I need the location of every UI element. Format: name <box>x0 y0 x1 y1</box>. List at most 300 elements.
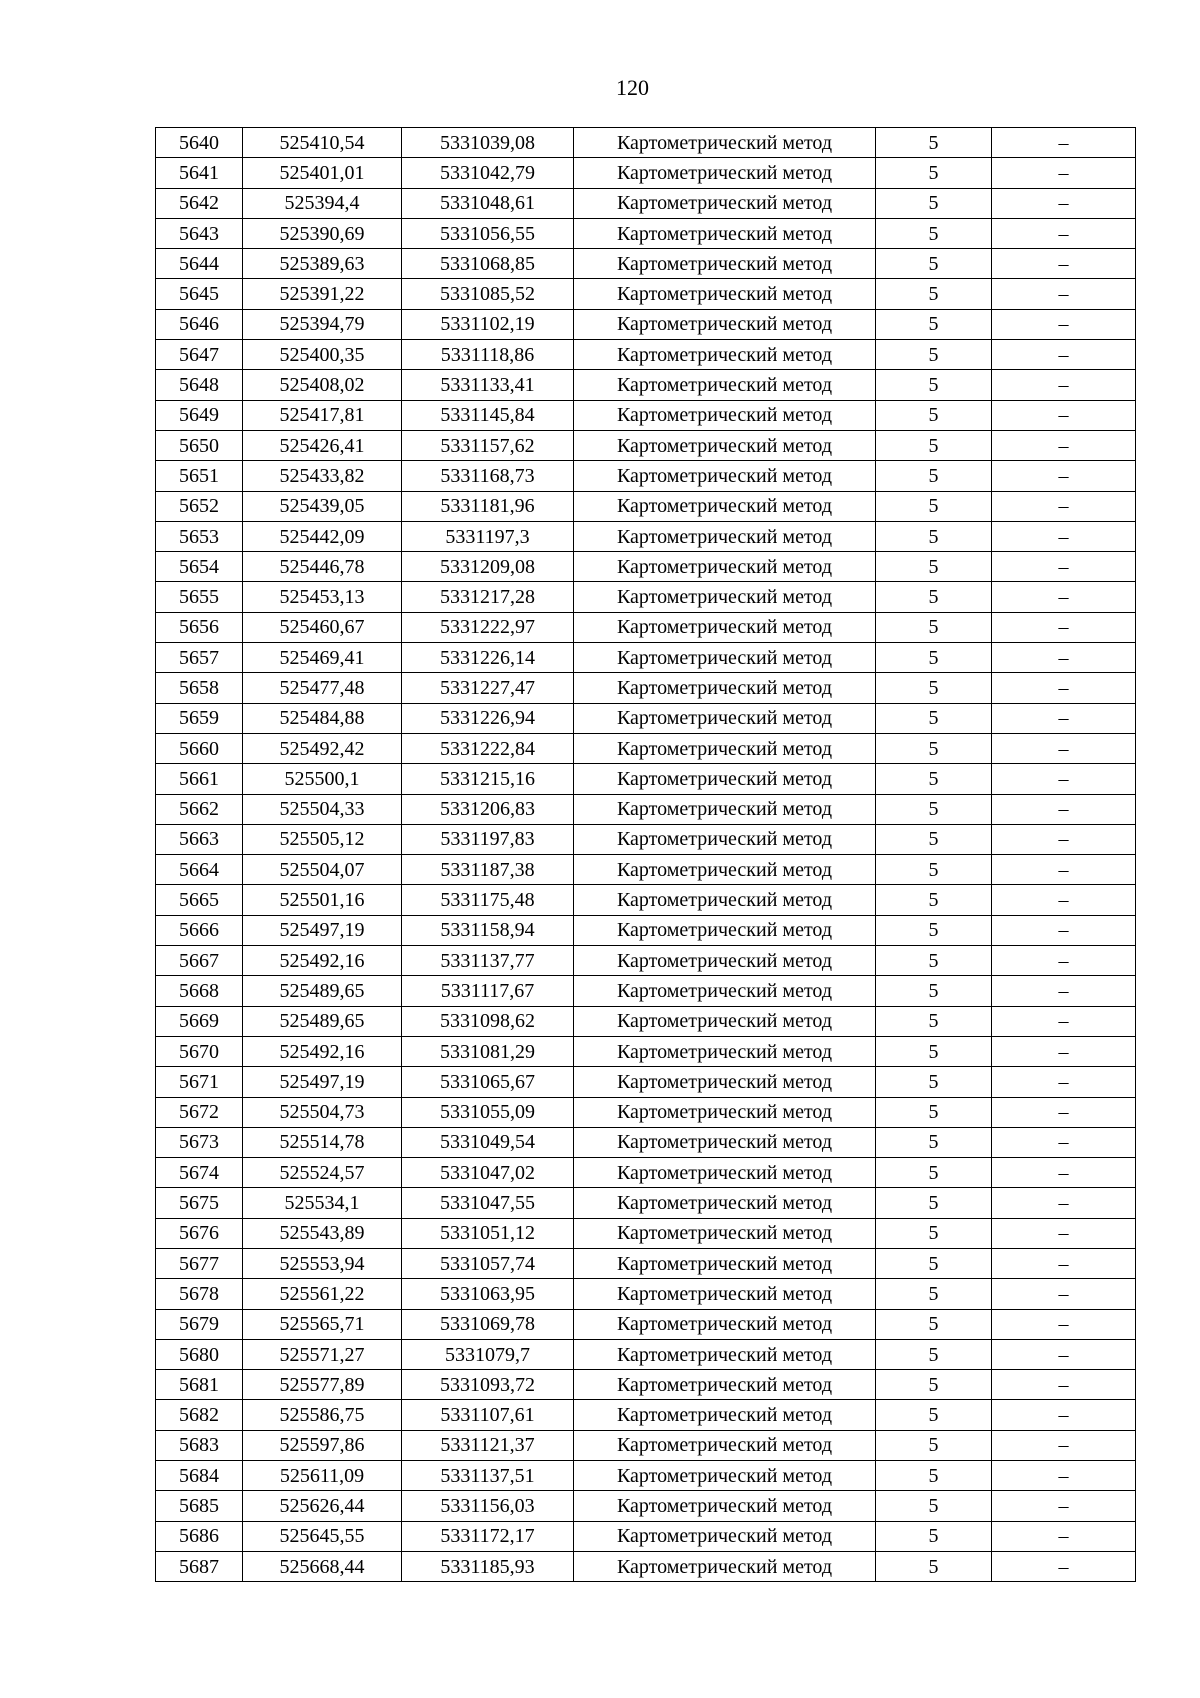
accuracy-cell: 5 <box>876 885 992 915</box>
point-number-cell: 5643 <box>156 218 243 248</box>
point-number-cell: 5684 <box>156 1461 243 1491</box>
y-coordinate-cell: 5331051,12 <box>402 1218 574 1248</box>
dash-cell: – <box>992 582 1136 612</box>
accuracy-cell: 5 <box>876 1158 992 1188</box>
y-coordinate-cell: 5331049,54 <box>402 1127 574 1157</box>
accuracy-cell: 5 <box>876 612 992 642</box>
accuracy-cell: 5 <box>876 430 992 460</box>
x-coordinate-cell: 525597,86 <box>243 1430 402 1460</box>
method-cell: Картометрический метод <box>574 612 876 642</box>
table-row <box>156 1370 1136 1400</box>
method-cell: Картометрический метод <box>574 249 876 279</box>
method-cell: Картометрический метод <box>574 1036 876 1066</box>
accuracy-cell: 5 <box>876 946 992 976</box>
dash-cell: – <box>992 1461 1136 1491</box>
method-cell: Картометрический метод <box>574 552 876 582</box>
table-row <box>156 1430 1136 1460</box>
x-coordinate-cell: 525446,78 <box>243 552 402 582</box>
accuracy-cell: 5 <box>876 491 992 521</box>
dash-cell: – <box>992 1551 1136 1581</box>
dash-cell: – <box>992 824 1136 854</box>
method-cell: Картометрический метод <box>574 1248 876 1278</box>
accuracy-cell: 5 <box>876 552 992 582</box>
method-cell: Картометрический метод <box>574 1067 876 1097</box>
dash-cell: – <box>992 673 1136 703</box>
method-cell: Картометрический метод <box>574 309 876 339</box>
dash-cell: – <box>992 976 1136 1006</box>
method-cell: Картометрический метод <box>574 340 876 370</box>
accuracy-cell: 5 <box>876 158 992 188</box>
point-number-cell: 5640 <box>156 128 243 158</box>
table-row <box>156 279 1136 309</box>
y-coordinate-cell: 5331081,29 <box>402 1036 574 1066</box>
method-cell: Картометрический метод <box>574 370 876 400</box>
dash-cell: – <box>992 1218 1136 1248</box>
point-number-cell: 5652 <box>156 491 243 521</box>
point-number-cell: 5659 <box>156 703 243 733</box>
accuracy-cell: 5 <box>876 582 992 612</box>
table-row <box>156 915 1136 945</box>
x-coordinate-cell: 525484,88 <box>243 703 402 733</box>
y-coordinate-cell: 5331137,77 <box>402 946 574 976</box>
y-coordinate-cell: 5331215,16 <box>402 764 574 794</box>
method-cell: Картометрический метод <box>574 643 876 673</box>
method-cell: Картометрический метод <box>574 946 876 976</box>
accuracy-cell: 5 <box>876 1339 992 1369</box>
method-cell: Картометрический метод <box>574 733 876 763</box>
method-cell: Картометрический метод <box>574 1491 876 1521</box>
dash-cell: – <box>992 400 1136 430</box>
accuracy-cell: 5 <box>876 461 992 491</box>
dash-cell: – <box>992 764 1136 794</box>
point-number-cell: 5680 <box>156 1339 243 1369</box>
accuracy-cell: 5 <box>876 218 992 248</box>
accuracy-cell: 5 <box>876 703 992 733</box>
y-coordinate-cell: 5331145,84 <box>402 400 574 430</box>
accuracy-cell: 5 <box>876 1491 992 1521</box>
y-coordinate-cell: 5331047,02 <box>402 1158 574 1188</box>
table-row <box>156 1248 1136 1278</box>
table-row <box>156 764 1136 794</box>
point-number-cell: 5669 <box>156 1006 243 1036</box>
point-number-cell: 5656 <box>156 612 243 642</box>
accuracy-cell: 5 <box>876 1430 992 1460</box>
accuracy-cell: 5 <box>876 249 992 279</box>
method-cell: Картометрический метод <box>574 824 876 854</box>
accuracy-cell: 5 <box>876 1067 992 1097</box>
dash-cell: – <box>992 1158 1136 1188</box>
table-row <box>156 188 1136 218</box>
dash-cell: – <box>992 946 1136 976</box>
method-cell: Картометрический метод <box>574 1370 876 1400</box>
y-coordinate-cell: 5331068,85 <box>402 249 574 279</box>
point-number-cell: 5687 <box>156 1551 243 1581</box>
x-coordinate-cell: 525543,89 <box>243 1218 402 1248</box>
x-coordinate-cell: 525577,89 <box>243 1370 402 1400</box>
table-row <box>156 703 1136 733</box>
y-coordinate-cell: 5331047,55 <box>402 1188 574 1218</box>
y-coordinate-cell: 5331197,3 <box>402 521 574 551</box>
table-row <box>156 521 1136 551</box>
method-cell: Картометрический метод <box>574 885 876 915</box>
point-number-cell: 5660 <box>156 733 243 763</box>
y-coordinate-cell: 5331168,73 <box>402 461 574 491</box>
y-coordinate-cell: 5331056,55 <box>402 218 574 248</box>
method-cell: Картометрический метод <box>574 764 876 794</box>
accuracy-cell: 5 <box>876 764 992 794</box>
accuracy-cell: 5 <box>876 1127 992 1157</box>
accuracy-cell: 5 <box>876 643 992 673</box>
point-number-cell: 5674 <box>156 1158 243 1188</box>
y-coordinate-cell: 5331222,97 <box>402 612 574 642</box>
table-row <box>156 461 1136 491</box>
x-coordinate-cell: 525501,16 <box>243 885 402 915</box>
method-cell: Картометрический метод <box>574 1127 876 1157</box>
y-coordinate-cell: 5331185,93 <box>402 1551 574 1581</box>
y-coordinate-cell: 5331222,84 <box>402 733 574 763</box>
y-coordinate-cell: 5331048,61 <box>402 188 574 218</box>
dash-cell: – <box>992 1430 1136 1460</box>
x-coordinate-cell: 525571,27 <box>243 1339 402 1369</box>
dash-cell: – <box>992 1067 1136 1097</box>
table-row <box>156 1279 1136 1309</box>
point-number-cell: 5641 <box>156 158 243 188</box>
dash-cell: – <box>992 430 1136 460</box>
x-coordinate-cell: 525442,09 <box>243 521 402 551</box>
table-row <box>156 1188 1136 1218</box>
x-coordinate-cell: 525460,67 <box>243 612 402 642</box>
method-cell: Картометрический метод <box>574 673 876 703</box>
y-coordinate-cell: 5331157,62 <box>402 430 574 460</box>
coordinates-table <box>155 127 1136 1582</box>
method-cell: Картометрический метод <box>574 1097 876 1127</box>
point-number-cell: 5679 <box>156 1309 243 1339</box>
table-row <box>156 946 1136 976</box>
x-coordinate-cell: 525390,69 <box>243 218 402 248</box>
method-cell: Картометрический метод <box>574 218 876 248</box>
x-coordinate-cell: 525626,44 <box>243 1491 402 1521</box>
table-row <box>156 612 1136 642</box>
dash-cell: – <box>992 1370 1136 1400</box>
y-coordinate-cell: 5331175,48 <box>402 885 574 915</box>
method-cell: Картометрический метод <box>574 400 876 430</box>
accuracy-cell: 5 <box>876 1461 992 1491</box>
point-number-cell: 5673 <box>156 1127 243 1157</box>
y-coordinate-cell: 5331102,19 <box>402 309 574 339</box>
method-cell: Картометрический метод <box>574 1461 876 1491</box>
table-row <box>156 1551 1136 1581</box>
x-coordinate-cell: 525400,35 <box>243 340 402 370</box>
y-coordinate-cell: 5331226,14 <box>402 643 574 673</box>
dash-cell: – <box>992 309 1136 339</box>
point-number-cell: 5644 <box>156 249 243 279</box>
method-cell: Картометрический метод <box>574 855 876 885</box>
accuracy-cell: 5 <box>876 1370 992 1400</box>
y-coordinate-cell: 5331206,83 <box>402 794 574 824</box>
table-row <box>156 1309 1136 1339</box>
point-number-cell: 5665 <box>156 885 243 915</box>
point-number-cell: 5672 <box>156 1097 243 1127</box>
x-coordinate-cell: 525565,71 <box>243 1309 402 1339</box>
accuracy-cell: 5 <box>876 1279 992 1309</box>
table-row <box>156 1006 1136 1036</box>
x-coordinate-cell: 525401,01 <box>243 158 402 188</box>
dash-cell: – <box>992 521 1136 551</box>
dash-cell: – <box>992 1491 1136 1521</box>
y-coordinate-cell: 5331085,52 <box>402 279 574 309</box>
point-number-cell: 5682 <box>156 1400 243 1430</box>
x-coordinate-cell: 525611,09 <box>243 1461 402 1491</box>
method-cell: Картометрический метод <box>574 1218 876 1248</box>
method-cell: Картометрический метод <box>574 1551 876 1581</box>
dash-cell: – <box>992 249 1136 279</box>
x-coordinate-cell: 525477,48 <box>243 673 402 703</box>
method-cell: Картометрический метод <box>574 521 876 551</box>
dash-cell: – <box>992 794 1136 824</box>
method-cell: Картометрический метод <box>574 430 876 460</box>
accuracy-cell: 5 <box>876 521 992 551</box>
y-coordinate-cell: 5331137,51 <box>402 1461 574 1491</box>
method-cell: Картометрический метод <box>574 158 876 188</box>
table-row <box>156 885 1136 915</box>
point-number-cell: 5653 <box>156 521 243 551</box>
accuracy-cell: 5 <box>876 400 992 430</box>
dash-cell: – <box>992 128 1136 158</box>
point-number-cell: 5645 <box>156 279 243 309</box>
y-coordinate-cell: 5331042,79 <box>402 158 574 188</box>
accuracy-cell: 5 <box>876 1248 992 1278</box>
method-cell: Картометрический метод <box>574 1006 876 1036</box>
method-cell: Картометрический метод <box>574 976 876 1006</box>
x-coordinate-cell: 525645,55 <box>243 1521 402 1551</box>
y-coordinate-cell: 5331197,83 <box>402 824 574 854</box>
method-cell: Картометрический метод <box>574 1521 876 1551</box>
accuracy-cell: 5 <box>876 794 992 824</box>
point-number-cell: 5661 <box>156 764 243 794</box>
table-row <box>156 218 1136 248</box>
x-coordinate-cell: 525453,13 <box>243 582 402 612</box>
method-cell: Картометрический метод <box>574 794 876 824</box>
x-coordinate-cell: 525497,19 <box>243 915 402 945</box>
y-coordinate-cell: 5331039,08 <box>402 128 574 158</box>
table-row <box>156 491 1136 521</box>
y-coordinate-cell: 5331065,67 <box>402 1067 574 1097</box>
dash-cell: – <box>992 461 1136 491</box>
method-cell: Картометрический метод <box>574 279 876 309</box>
x-coordinate-cell: 525504,33 <box>243 794 402 824</box>
x-coordinate-cell: 525668,44 <box>243 1551 402 1581</box>
method-cell: Картометрический метод <box>574 915 876 945</box>
y-coordinate-cell: 5331181,96 <box>402 491 574 521</box>
y-coordinate-cell: 5331118,86 <box>402 340 574 370</box>
point-number-cell: 5685 <box>156 1491 243 1521</box>
table-row <box>156 673 1136 703</box>
point-number-cell: 5662 <box>156 794 243 824</box>
y-coordinate-cell: 5331063,95 <box>402 1279 574 1309</box>
method-cell: Картометрический метод <box>574 461 876 491</box>
y-coordinate-cell: 5331069,78 <box>402 1309 574 1339</box>
method-cell: Картометрический метод <box>574 188 876 218</box>
method-cell: Картометрический метод <box>574 582 876 612</box>
accuracy-cell: 5 <box>876 188 992 218</box>
x-coordinate-cell: 525492,42 <box>243 733 402 763</box>
method-cell: Картометрический метод <box>574 1430 876 1460</box>
accuracy-cell: 5 <box>876 1036 992 1066</box>
x-coordinate-cell: 525489,65 <box>243 976 402 1006</box>
x-coordinate-cell: 525389,63 <box>243 249 402 279</box>
x-coordinate-cell: 525586,75 <box>243 1400 402 1430</box>
x-coordinate-cell: 525514,78 <box>243 1127 402 1157</box>
table-row <box>156 794 1136 824</box>
x-coordinate-cell: 525505,12 <box>243 824 402 854</box>
method-cell: Картометрический метод <box>574 1339 876 1369</box>
table-row <box>156 855 1136 885</box>
point-number-cell: 5663 <box>156 824 243 854</box>
table-row <box>156 370 1136 400</box>
table-row <box>156 643 1136 673</box>
y-coordinate-cell: 5331133,41 <box>402 370 574 400</box>
table-row <box>156 1339 1136 1369</box>
point-number-cell: 5642 <box>156 188 243 218</box>
method-cell: Картометрический метод <box>574 1309 876 1339</box>
x-coordinate-cell: 525504,73 <box>243 1097 402 1127</box>
table-row <box>156 430 1136 460</box>
method-cell: Картометрический метод <box>574 1158 876 1188</box>
accuracy-cell: 5 <box>876 370 992 400</box>
table-row <box>156 733 1136 763</box>
y-coordinate-cell: 5331156,03 <box>402 1491 574 1521</box>
x-coordinate-cell: 525492,16 <box>243 946 402 976</box>
x-coordinate-cell: 525561,22 <box>243 1279 402 1309</box>
x-coordinate-cell: 525394,4 <box>243 188 402 218</box>
dash-cell: – <box>992 1279 1136 1309</box>
method-cell: Картометрический метод <box>574 1400 876 1430</box>
accuracy-cell: 5 <box>876 1097 992 1127</box>
accuracy-cell: 5 <box>876 309 992 339</box>
table-row <box>156 1036 1136 1066</box>
point-number-cell: 5677 <box>156 1248 243 1278</box>
table-row <box>156 1158 1136 1188</box>
point-number-cell: 5666 <box>156 915 243 945</box>
accuracy-cell: 5 <box>876 1188 992 1218</box>
dash-cell: – <box>992 703 1136 733</box>
dash-cell: – <box>992 1188 1136 1218</box>
table-row <box>156 158 1136 188</box>
point-number-cell: 5667 <box>156 946 243 976</box>
point-number-cell: 5651 <box>156 461 243 491</box>
point-number-cell: 5647 <box>156 340 243 370</box>
accuracy-cell: 5 <box>876 1006 992 1036</box>
table-row <box>156 249 1136 279</box>
accuracy-cell: 5 <box>876 1309 992 1339</box>
y-coordinate-cell: 5331172,17 <box>402 1521 574 1551</box>
dash-cell: – <box>992 1036 1136 1066</box>
accuracy-cell: 5 <box>876 976 992 1006</box>
y-coordinate-cell: 5331093,72 <box>402 1370 574 1400</box>
x-coordinate-cell: 525391,22 <box>243 279 402 309</box>
dash-cell: – <box>992 855 1136 885</box>
table-row <box>156 976 1136 1006</box>
point-number-cell: 5678 <box>156 1279 243 1309</box>
method-cell: Картометрический метод <box>574 491 876 521</box>
dash-cell: – <box>992 885 1136 915</box>
x-coordinate-cell: 525534,1 <box>243 1188 402 1218</box>
accuracy-cell: 5 <box>876 279 992 309</box>
dash-cell: – <box>992 1339 1136 1369</box>
dash-cell: – <box>992 1248 1136 1278</box>
y-coordinate-cell: 5331079,7 <box>402 1339 574 1369</box>
table-row <box>156 1218 1136 1248</box>
table-row <box>156 1461 1136 1491</box>
y-coordinate-cell: 5331121,37 <box>402 1430 574 1460</box>
dash-cell: – <box>992 1097 1136 1127</box>
dash-cell: – <box>992 643 1136 673</box>
point-number-cell: 5668 <box>156 976 243 1006</box>
table-row <box>156 1491 1136 1521</box>
coordinates-table-body <box>156 128 1136 1582</box>
dash-cell: – <box>992 188 1136 218</box>
dash-cell: – <box>992 279 1136 309</box>
point-number-cell: 5676 <box>156 1218 243 1248</box>
accuracy-cell: 5 <box>876 824 992 854</box>
x-coordinate-cell: 525417,81 <box>243 400 402 430</box>
x-coordinate-cell: 525500,1 <box>243 764 402 794</box>
dash-cell: – <box>992 218 1136 248</box>
point-number-cell: 5657 <box>156 643 243 673</box>
y-coordinate-cell: 5331187,38 <box>402 855 574 885</box>
x-coordinate-cell: 525504,07 <box>243 855 402 885</box>
point-number-cell: 5648 <box>156 370 243 400</box>
y-coordinate-cell: 5331227,47 <box>402 673 574 703</box>
table-row <box>156 1067 1136 1097</box>
x-coordinate-cell: 525492,16 <box>243 1036 402 1066</box>
y-coordinate-cell: 5331217,28 <box>402 582 574 612</box>
page-number: 120 <box>616 75 649 100</box>
point-number-cell: 5655 <box>156 582 243 612</box>
dash-cell: – <box>992 1521 1136 1551</box>
point-number-cell: 5686 <box>156 1521 243 1551</box>
accuracy-cell: 5 <box>876 1551 992 1581</box>
method-cell: Картометрический метод <box>574 703 876 733</box>
table-row <box>156 340 1136 370</box>
table-row <box>156 309 1136 339</box>
method-cell: Картометрический метод <box>574 128 876 158</box>
y-coordinate-cell: 5331055,09 <box>402 1097 574 1127</box>
method-cell: Картометрический метод <box>574 1188 876 1218</box>
point-number-cell: 5683 <box>156 1430 243 1460</box>
dash-cell: – <box>992 552 1136 582</box>
x-coordinate-cell: 525497,19 <box>243 1067 402 1097</box>
table-row <box>156 552 1136 582</box>
accuracy-cell: 5 <box>876 340 992 370</box>
dash-cell: – <box>992 733 1136 763</box>
accuracy-cell: 5 <box>876 673 992 703</box>
y-coordinate-cell: 5331226,94 <box>402 703 574 733</box>
x-coordinate-cell: 525524,57 <box>243 1158 402 1188</box>
point-number-cell: 5664 <box>156 855 243 885</box>
dash-cell: – <box>992 612 1136 642</box>
table-row <box>156 1400 1136 1430</box>
x-coordinate-cell: 525553,94 <box>243 1248 402 1278</box>
table-row <box>156 400 1136 430</box>
accuracy-cell: 5 <box>876 128 992 158</box>
accuracy-cell: 5 <box>876 1521 992 1551</box>
y-coordinate-cell: 5331057,74 <box>402 1248 574 1278</box>
dash-cell: – <box>992 1006 1136 1036</box>
table-row <box>156 1097 1136 1127</box>
dash-cell: – <box>992 1127 1136 1157</box>
x-coordinate-cell: 525426,41 <box>243 430 402 460</box>
